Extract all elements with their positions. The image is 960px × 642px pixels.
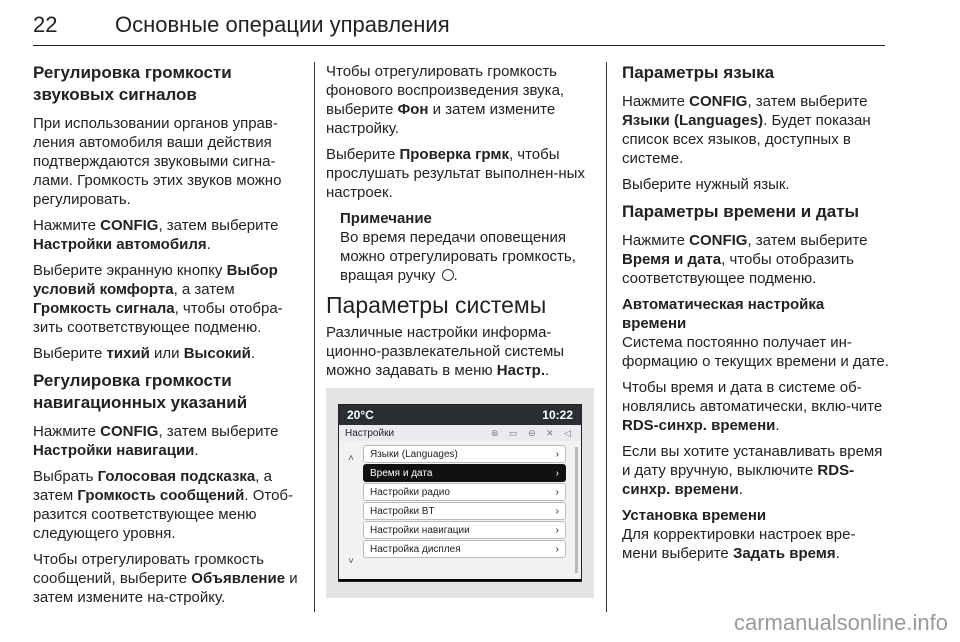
chevron-right-icon: ›: [555, 486, 559, 498]
menu-item[interactable]: [363, 502, 566, 520]
chevron-right-icon: ›: [555, 467, 559, 479]
menu-item-label: Настройки радио: [370, 486, 450, 498]
menu-item-label: Языки (Languages): [370, 448, 458, 460]
paragraph: Для корректировки настроек вре-мени выберите Задать время.: [622, 526, 856, 562]
column-divider-2: [606, 62, 607, 612]
chevron-right-icon: ›: [555, 543, 559, 555]
menu-item-label: Время и дата: [370, 467, 433, 479]
status-icons: ⊛ ▭ ⊖ ✕ ◁: [490, 427, 575, 438]
column-2: [326, 62, 594, 598]
paragraph: Выберите тихий или Высокий.: [33, 345, 255, 362]
menu-item-label: Настройки навигации: [370, 524, 470, 536]
chevron-right-icon: ›: [555, 448, 559, 460]
paragraph: Выберите нужный язык.: [622, 176, 790, 193]
heading-navigation-volume: Регулировка громкости навигационных указаний: [33, 371, 248, 412]
infotainment-screen: [338, 404, 582, 582]
heading-system-settings: Параметры системы: [326, 292, 547, 318]
scroll-up-icon[interactable]: ˄: [348, 453, 354, 464]
screenshot-figure: [326, 388, 594, 598]
heading-signal-volume: Регулировка громкости звуковых сигналов: [33, 63, 232, 104]
note-text: Во время передачи оповещения можно отрегулировать громкость, вращая ручку .: [340, 229, 576, 284]
paragraph: Выбрать Голосовая подсказка, а затем Громкость сообщений. Отоб-разится соответствующее меню следующего уровня.: [33, 468, 294, 542]
paragraph: При использовании органов управ-ления автомобиля ваши действия подтверждаются звуковыми сигна-лами. Громкость этих звуков можно регулировать.: [33, 115, 282, 208]
column-3: [622, 62, 890, 570]
paragraph: Выберите экранную кнопку Выбор условий комфорта, а затем Громкость сигнала, чтобы отобра-зить соответствующее подменю.: [33, 262, 283, 336]
paragraph: Нажмите CONFIG, затем выберите Языки (Languages). Будет показан список всех языков, доступных в системе.: [622, 93, 871, 167]
scroll-down-icon[interactable]: ˅: [348, 556, 354, 567]
header-divider: [33, 45, 885, 46]
knob-icon: [442, 269, 454, 281]
breadcrumb-label: Настройки: [345, 427, 395, 439]
page-title: Основные операции управления: [115, 12, 450, 37]
menu-items: [363, 441, 572, 579]
note-block: [326, 209, 594, 285]
menu-item[interactable]: [363, 521, 566, 539]
clock-readout: 10:22: [542, 407, 573, 422]
paragraph: Нажмите CONFIG, затем выберите Настройки навигации.: [33, 423, 279, 459]
chevron-right-icon: ›: [555, 524, 559, 536]
menu-item[interactable]: [363, 464, 566, 482]
paragraph: Система постоянно получает ин-формацию о текущих времени и дате.: [622, 334, 889, 370]
menu-item-label: Настройка дисплея: [370, 543, 461, 555]
heading-auto-time: Автоматическая настройка времени: [622, 296, 825, 332]
menu-item[interactable]: [363, 445, 566, 463]
menu-item-label: Настройки BT: [370, 505, 435, 517]
column-1: [33, 62, 301, 614]
scroll-arrows: [339, 441, 363, 579]
column-divider-1: [314, 62, 315, 612]
chevron-right-icon: ›: [555, 505, 559, 517]
settings-menu: [339, 441, 581, 579]
screen-status-bar: [339, 405, 581, 425]
menu-item[interactable]: [363, 540, 566, 558]
heading-time-date: Параметры времени и даты: [622, 202, 860, 221]
heading-set-time: Установка времени: [622, 507, 767, 524]
note-title: Примечание: [340, 210, 432, 227]
page-number: 22: [33, 12, 58, 37]
temperature-readout: 20°C: [347, 407, 374, 422]
menu-scrollbar[interactable]: [575, 447, 578, 573]
paragraph: Нажмите CONFIG, затем выберите Время и дата, чтобы отобразить соответствующее подменю.: [622, 232, 868, 287]
paragraph: Чтобы время и дата в системе об-новлялись автоматически, вклю-чите RDS-синхр. времени.: [622, 379, 883, 434]
watermark: carmanualsonline.info: [733, 610, 948, 635]
paragraph: Если вы хотите устанавливать время и дату вручную, выключите RDS-синхр. времени.: [622, 443, 883, 498]
paragraph: Чтобы отрегулировать громкость сообщений, выберите Объявление и затем измените на-стройку.: [33, 551, 298, 606]
screen-breadcrumb: [339, 425, 581, 441]
paragraph: Выберите Проверка грмк, чтобы прослушать результат выполнен-ных настроек.: [326, 146, 585, 201]
heading-language: Параметры языка: [622, 63, 775, 82]
paragraph: Различные настройки информа-ционно-развлекательной системы можно задавать в меню Настр..: [326, 324, 565, 379]
menu-item[interactable]: [363, 483, 566, 501]
paragraph: Нажмите CONFIG, затем выберите Настройки автомобиля.: [33, 217, 279, 253]
page-header: [33, 12, 903, 46]
paragraph: Чтобы отрегулировать громкость фонового воспроизведения звука, выберите Фон и затем измените настройку.: [326, 63, 565, 137]
